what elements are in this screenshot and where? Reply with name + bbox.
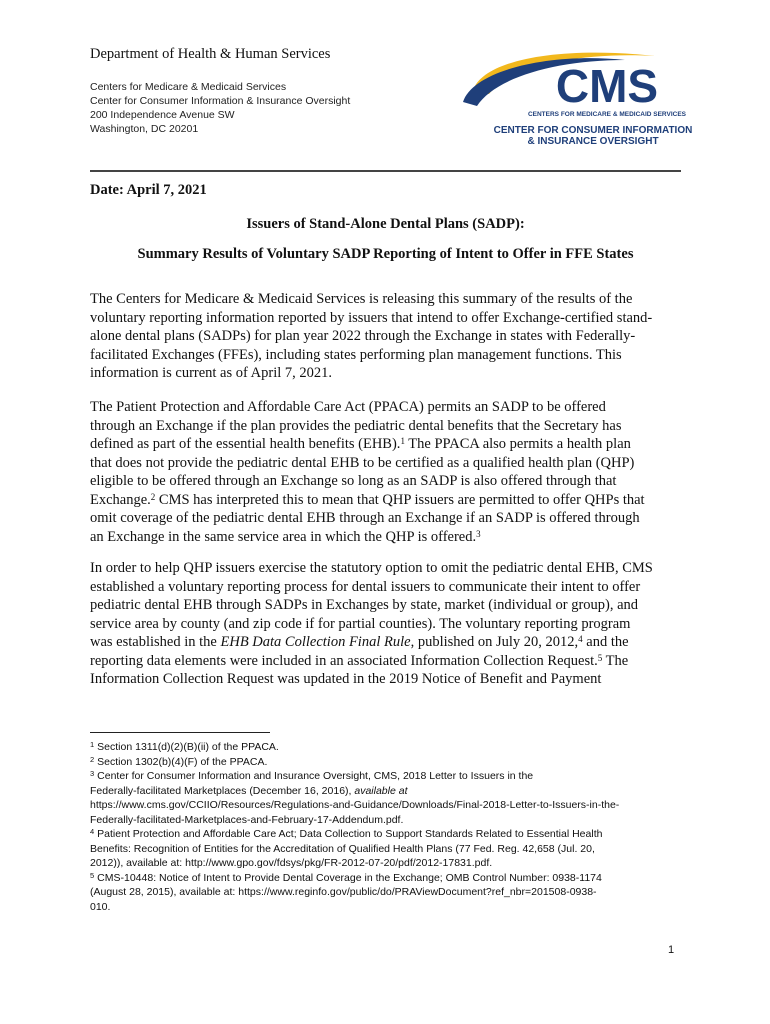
text-line: In order to help QHP issuers exercise the statutory option to omit the pediatric dental EHB, CMS [90,560,653,576]
text-line: that does not provide the pediatric dental EHB to be certified as a qualified health plan (QHP) [90,454,635,471]
text-line: facilitated Exchanges (FFEs), including states performing plan management functions. This [90,346,622,363]
address-line: 200 Independence Avenue SW [90,109,235,121]
text-line: information is current as of April 7, 2021. [90,365,333,381]
footnote-1: $^1$ Section 1311(d)(2)(B)(ii) of the PPACA. [90,740,279,753]
address-line: Washington, DC 20201 [90,123,199,135]
cms-logo-graphic [455,44,695,150]
footnote-2: $^2$ Section 1302(b)(4)(F) of the PPACA. [90,754,268,768]
footnote-4: $^4$ Patient Protection and Affordable Care Act; Data Collection to Support Standards Related to Essential Health Benefits: Recognition of Entities for the Accreditation of Qualified Health Plans (77 Fed. Reg. 42,658 (Jul. 20, 2012)), available at: http://www.gpo.gov/fdsys/pkg/FR-2012-07-20/pdf/2012-17831.pdf. [90,827,603,869]
header-divider [90,170,681,172]
footnote-ref[interactable]: 4 [578,634,583,644]
logo-center-line1: CENTER FOR CONSUMER INFORMATION [493,125,693,136]
footnote-ref[interactable]: 5 [597,652,603,663]
footnote-3: $^3$ Center for Consumer Information and Insurance Oversight, CMS, 2018 Letter to Issuers in the Federally-facilitated Marketplaces (December 16, 2016), available at https://www.cms.gov/CCIIO/Resources/Regulations-and-Guidance/Downloads/Final-2018-Letter-to-Issuers-in-the- Federally-facilitated-Marketplaces-and-February-17-Addendum.pdf. [90,769,690,827]
text-line: defined as part of the essential health benefits (EHB).$^1$ The PPACA also permits a health plan [90,436,631,452]
page-number: 1 [668,944,675,956]
document-date: Date: April 7, 2021 [90,182,207,198]
logo-tagline: CENTERS FOR MEDICARE & MEDICAID SERVICES [527,111,687,118]
department-name: Department of Health & Human Services [90,46,331,62]
text-line: through an Exchange if the plan provides the pediatric dental benefits that the Secretary has [90,417,622,434]
paragraph-reporting [90,559,681,689]
text-line: eligible to be offered through an Exchange so long as an SADP is also offered through that [90,473,617,489]
text-line: The Centers for Medicare & Medicaid Services is releasing this summary of the results of the [90,291,633,307]
text-line: an Exchange in the same service area in which the QHP is offered.$^3$ [90,528,481,545]
footnotes [90,740,690,914]
logo-center-line2: & INSURANCE OVERSIGHT [527,136,659,147]
text-line: reporting data elements were included in an associated Information Collection Request.$^5$ The [90,652,629,669]
document-title: Issuers of Stand-Alone Dental Plans (SADP): [246,216,525,232]
text-line: service area by county (and zip code if for partial counties). The voluntary reporting program [90,615,631,632]
footnote-ref[interactable]: 3 [476,528,481,539]
footnote-ref[interactable]: 2 [150,491,156,502]
cms-logo [455,44,695,150]
footnote-link[interactable]: https://www.cms.gov/CCIIO/Resources/Regulations-and-Guidance/Downloads/Final-2018-Letter-to-Issuers-in-the- [90,799,620,811]
text-line: pediatric dental EHB through SADPs in Exchanges by state, market (individual or group), and [90,597,639,613]
paragraph-intro [90,290,681,383]
text-line: was established in the EHB Data Collection Final Rule, published on July 20, 2012,$^4$ and the [90,634,629,650]
text-line: Information Collection Request was updated in the 2019 Notice of Benefit and Payment [90,671,602,687]
text-line: alone dental plans (SADPs) for plan year 2022 through the Exchange in states with Federally- [90,328,636,344]
text-line: voluntary reporting information reported by issuers that intend to offer Exchange-certified stand- [90,309,653,326]
footnote-ref[interactable]: 1 [400,436,405,446]
text-line: established a voluntary reporting process for dental issuers to communicate their intent to offer [90,578,641,595]
paragraph-ppaca [90,398,681,546]
address-line: Centers for Medicare & Medicaid Services [90,81,287,93]
footnote-5: $^5$ CMS-10448: Notice of Intent to Provide Dental Coverage in the Exchange; OMB Control Number: 0938-1174 (August 28, 2015), available at: https://www.reginfo.gov/public/do/PRAViewDocument?ref_nbr=201508-0938- 010. [90,870,602,913]
text-line: The Patient Protection and Affordable Care Act (PPACA) permits an SADP to be offered [90,399,606,415]
rule-title: EHB Data Collection Final Rule [220,634,411,650]
logo-acronym: CMS [555,60,659,112]
text-line: omit coverage of the pediatric dental EHB through an Exchange if an SADP is offered through [90,510,640,526]
address-line: Center for Consumer Information & Insurance Oversight [90,95,351,107]
document-subtitle: Summary Results of Voluntary SADP Reporting of Intent to Offer in FFE States [137,246,634,262]
text-line: Exchange.$^2$ CMS has interpreted this to mean that QHP issuers are permitted to offer QHPs that [90,491,645,508]
address-block [90,80,350,136]
footnote-link[interactable]: Federally-facilitated-Marketplaces-and-February-17-Addendum.pdf. [90,813,404,826]
footnote-divider [90,732,270,733]
